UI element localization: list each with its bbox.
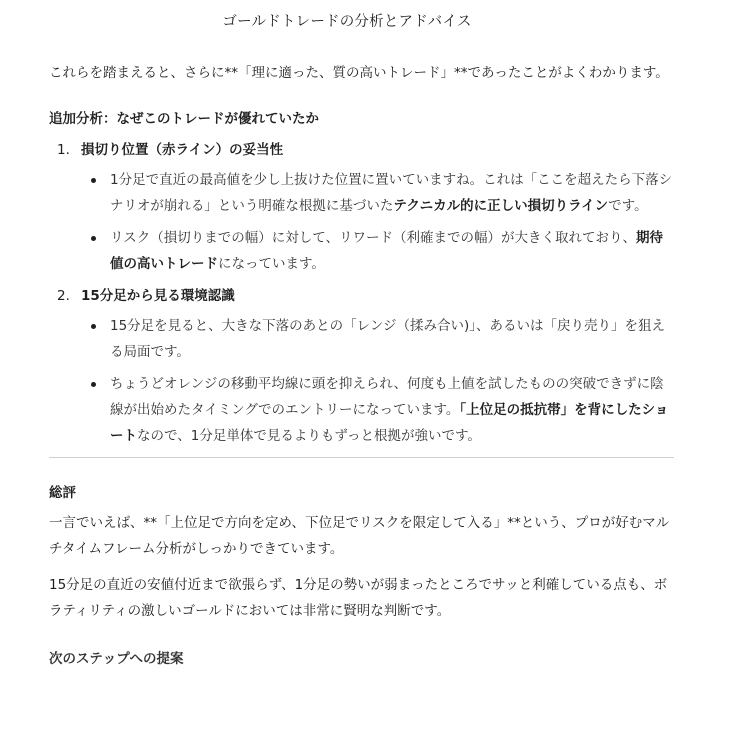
bullet-item: [81, 313, 674, 365]
bullet-text: なので、1分足単体で見るよりもずっと根拠が強いです。: [137, 428, 481, 444]
bullet-bold-text: テクニカル的に正しい損切りライン: [393, 198, 609, 214]
bullet-text: 1分足で直近の最高値を少し上抜けた位置に置いていますね。これは「ここを超えたら下落シナリオが崩れる」という明確な根拠に基づいた: [110, 172, 673, 214]
summary-heading: 総評: [49, 485, 76, 501]
intro-paragraph: これらを踏まえると、さらに**「理に適った、質の高いトレード」**であったことがよくわかります。: [49, 65, 669, 81]
analysis-item-title: 15分足から見る環境認識: [81, 288, 235, 304]
bullet-list: [81, 167, 674, 277]
page-title: [0, 10, 736, 31]
list-number: 1.: [57, 142, 70, 158]
bullet-list: [81, 313, 674, 449]
bullet-bold-text: 期待値の高いトレード: [110, 230, 663, 272]
analysis-list: [49, 137, 674, 449]
analysis-item-15min: [49, 283, 674, 449]
bullet-item: [81, 371, 674, 449]
document-body: [49, 60, 674, 672]
bullet-text: リスク（損切りまでの幅）に対して、リワード（利確までの幅）が大きく取れており、: [110, 230, 636, 246]
page-title-text: ゴールドトレードの分析とアドバイス: [222, 14, 472, 30]
bullet-text: 15分足を見ると、大きな下落のあとの「レンジ（揉み合い)」、あるいは「戻り売り」を狙える局面です。: [110, 318, 666, 360]
bullet-text: ちょうどオレンジの移動平均線に頭を抑えられ、何度も上値を試したものの突破できずに陰線が出始めたタイミングでのエントリーになっています。: [110, 376, 664, 418]
bullet-text: になっています。: [218, 256, 325, 272]
section-divider: [49, 457, 674, 458]
bullet-item: [81, 167, 674, 219]
summary-paragraph-2: 15分足の直近の安値付近まで欲張らず、1分足の勢いが弱まったところでサッと利確している点も、ボラティリティの激しいゴールドにおいては非常に賢明な判断です。: [49, 577, 668, 619]
analysis-heading: 追加分析：なぜこのトレードが優れていたか: [49, 111, 319, 127]
bullet-bold-text: 「上位足の抵抗帯」を背にしたショート: [110, 402, 669, 444]
analysis-item-title: 損切り位置（赤ライン）の妥当性: [81, 142, 284, 158]
analysis-item-stoploss: [49, 137, 674, 277]
bullet-item: [81, 225, 674, 277]
list-number: 2.: [57, 288, 70, 304]
bullet-text: です。: [608, 198, 648, 214]
summary-paragraph-1: 一言でいえば、**「上位足で方向を定め、下位足でリスクを限定して入る」**という、プロが好むマルチタイムフレーム分析がしっかりできています。: [49, 515, 670, 557]
next-steps-heading: 次のステップへの提案: [49, 651, 184, 667]
